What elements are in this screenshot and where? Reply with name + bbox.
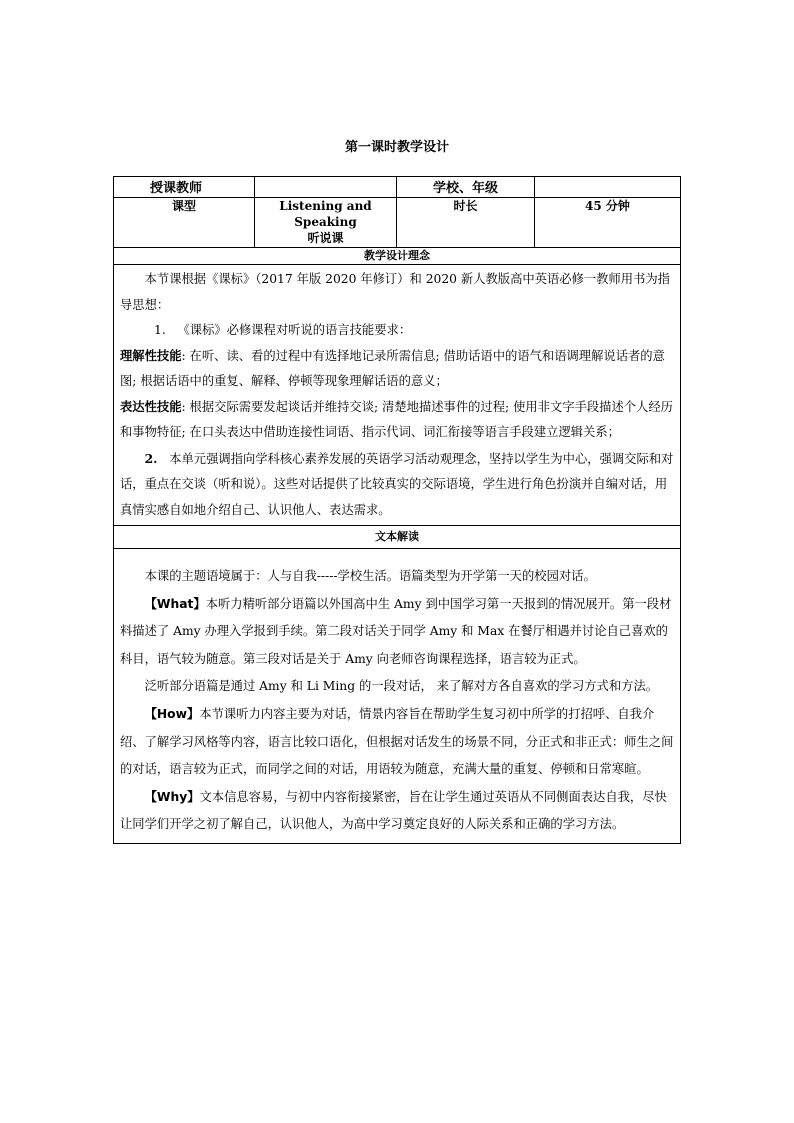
analysis-extensive-listening: 泛听部分语篇是通过 Amy 和 Li Ming 的一段对话， 来了解对方各自喜欢的学习方式和方法。 <box>144 679 659 694</box>
philosophy-item-1: 1. 《课标》必修课程对听说的语言技能要求： <box>154 323 412 337</box>
school-grade-label: 学校、年级 <box>397 177 535 198</box>
teacher-label: 授课教师 <box>114 177 255 198</box>
design-philosophy-heading: 教学设计理念 <box>114 248 681 265</box>
page-title: 第一课时教学设计 <box>344 140 449 155</box>
analysis-what: 【What】本听力精听部分语篇以外国高中生 Amy 到中国学习第一天报到的情况展开。第一段材料描述了 Amy 办理入学报到手续。第二段对话关于同学 Amy 和 Max 在餐厅相遇并讨论自己喜欢的科目，语气较为随意。第三段对话是关于 Amy 向老师咨询课程选择，语言较为正式。 <box>120 596 672 666</box>
lesson-type-value: Listening and Speaking 听说课 <box>255 198 397 248</box>
comprehension-skills: 理解性技能: 在听、读、看的过程中有选择地记录所需信息; 借助话语中的语气和语调理解说话者的意图; 根据话语中的重复、解释、停顿等现象理解话语的意义； <box>120 348 665 388</box>
duration-label: 时长 <box>397 198 535 248</box>
design-philosophy-content <box>114 265 681 526</box>
analysis-how: 【How】本节课听力内容主要为对话，情景内容旨在帮助学生复习初中所学的打招呼、自我介绍、了解学习风格等内容，语言比较口语化，但根据对话发生的场景不同，分正式和非正式：师生之间的对话，语言较为正式，而同学之间的对话，用语较为随意，充满大量的重复、停顿和日常寒暄。 <box>120 706 674 777</box>
lesson-type-label: 课型 <box>114 198 255 248</box>
analysis-why: 【Why】文本信息容易，与初中内容衔接紧密，旨在让学生通过英语从不同侧面表达自我，尽快让同学们开学之初了解自己，认识他人，为高中学习奠定良好的人际关系和正确的学习方法。 <box>120 789 667 832</box>
text-analysis-content <box>114 549 681 844</box>
school-grade-value <box>535 177 681 198</box>
teacher-value <box>255 177 397 198</box>
analysis-paragraph-1: 本课的主题语境属于：人与自我-----学校生活。语篇类型为开学第一天的校园对话。 <box>144 569 596 583</box>
duration-value: 45 分钟 <box>535 198 681 248</box>
philosophy-paragraph-1: 本节课根据《课标》（2017 年版 2020 年修订）和 2020 新人教版高中英语必修一教师用书为指导思想： <box>120 272 670 312</box>
expression-skills: 表达性技能: 根据交际需要发起谈话并维持交谈; 清楚地描述事件的过程; 使用非文字手段描述个人经历和事物特征; 在口头表达中借助连接性词语、指示代词、词汇衔接等语言手段建立逻辑关系； <box>120 399 673 439</box>
text-analysis-heading: 文本解读 <box>114 526 681 549</box>
lesson-design-table <box>113 176 680 844</box>
philosophy-item-2: 2. 本单元强调指向学科核心素养发展的英语学习活动观理念，坚持以学生为中心，强调交际和对话，重点在交谈（听和说）。这些对话提供了比较真实的交际语境，学生进行角色扮演并自编对话，用真情实感自如地介绍自己、认识他人、表达需求。 <box>120 450 674 517</box>
